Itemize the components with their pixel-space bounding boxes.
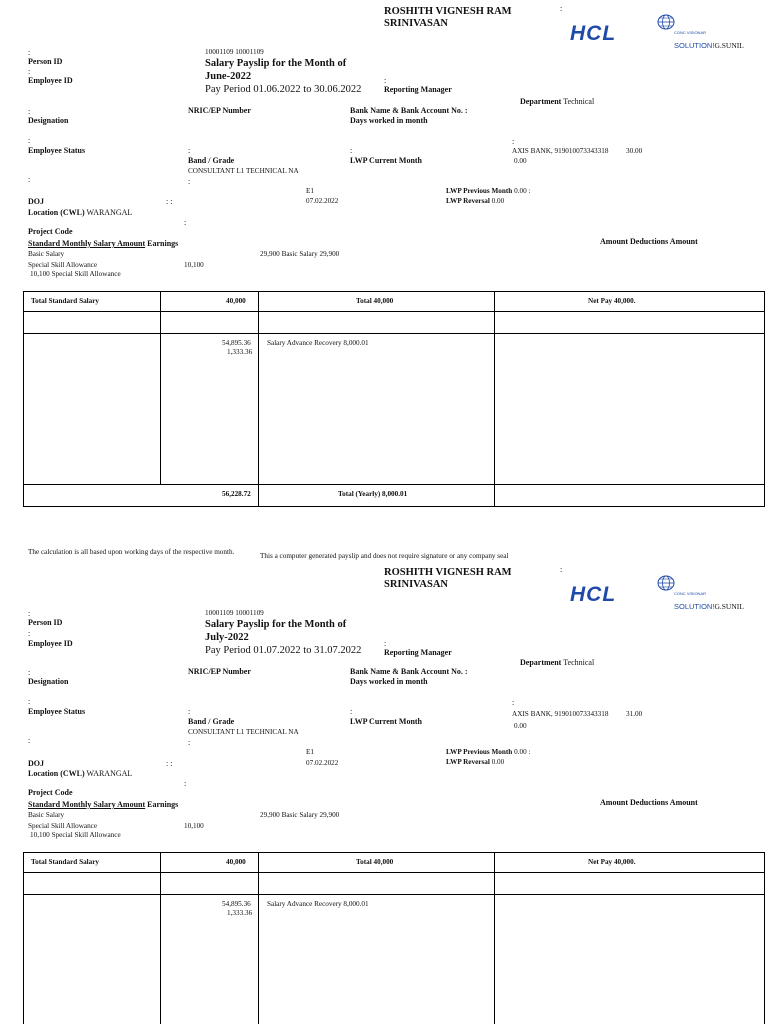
project-code-label: Project Code: [28, 227, 73, 236]
ytd-value-1: 54,895.36: [222, 900, 251, 908]
nric-label: NRIC/EP Number: [188, 106, 251, 115]
ytd-value-2: 1,333.36: [227, 909, 253, 917]
lwp-previous: [446, 187, 530, 195]
total-standard-value: 40,000: [226, 858, 246, 866]
earnings-header: [28, 239, 178, 248]
doj-colons: : :: [166, 759, 173, 768]
top-colon: :: [560, 565, 563, 574]
total-value: Total 40,000: [356, 858, 394, 866]
basic-salary-label: Basic Salary: [28, 250, 65, 258]
logo-tagline: CONC VISIONAR: [674, 30, 707, 35]
payslip-title: Salary Payslip for the Month of: [205, 619, 347, 630]
days-worked-label: Days worked in month: [350, 116, 428, 125]
location: [28, 208, 132, 217]
amount-deductions-label: Amount Deductions Amount: [600, 798, 698, 807]
employee-status-label: Employee Status: [28, 146, 86, 155]
misc-colon-1: :: [28, 175, 31, 184]
department-label: Department: [520, 97, 562, 106]
designation-colon: :: [28, 107, 31, 116]
basic-salary-row: 29,900 Basic Salary 29,900: [260, 811, 340, 819]
reporting-manager-colon: :: [384, 76, 387, 85]
net-pay: Net Pay 40,000.: [588, 297, 636, 305]
hcl-logo: HCL: [570, 583, 617, 606]
reporting-manager-label: Reporting Manager: [384, 648, 452, 657]
earnings-label: Earnings: [147, 800, 179, 809]
department-value: Technical: [563, 97, 595, 106]
days-worked-label: Days worked in month: [350, 677, 428, 686]
designation-label: Designation: [28, 677, 69, 686]
pay-period: Pay Period 01.07.2022 to 31.07.2022: [205, 645, 362, 656]
special-skill-label: Special Skill Allowance: [28, 822, 98, 830]
lwp-previous: [446, 748, 530, 756]
employee-id-label: Employee ID: [28, 76, 73, 85]
employee-name-line2: SRINIVASAN: [384, 18, 448, 29]
lwp-reversal: [446, 758, 504, 766]
band-colon: :: [188, 146, 191, 155]
location-value: WARANGAL: [86, 769, 133, 778]
misc-colon-2: :: [188, 177, 191, 186]
person-id-colon: :: [28, 48, 31, 57]
lwp-current-colon: :: [350, 707, 353, 716]
ids-value: 10001109 10001109: [205, 609, 264, 617]
grade-value: E1: [306, 187, 314, 195]
department: [520, 658, 594, 667]
nric-label: NRIC/EP Number: [188, 667, 251, 676]
employee-name-line1: ROSHITH VIGNESH RAM: [384, 567, 512, 578]
days-worked-value: 30.00: [626, 147, 643, 155]
logo-solution: SOLUTION!: [674, 602, 715, 611]
ytd-value-1: 54,895.36: [222, 339, 251, 347]
basic-salary-label: Basic Salary: [28, 811, 65, 819]
doj-colons: : :: [166, 197, 173, 206]
misc-colon-2: :: [188, 738, 191, 747]
total-yearly: Total (Yearly) 8,000.01: [338, 490, 408, 498]
employee-name-line1: ROSHITH VIGNESH RAM: [384, 6, 512, 17]
logo-solution: SOLUTION!: [674, 41, 715, 50]
hcl-logo: HCL: [570, 22, 617, 45]
doj-label: DOJ: [28, 759, 44, 768]
lwp-reversal-value: 0.00: [491, 197, 505, 205]
employee-name-line2: SRINIVASAN: [384, 579, 448, 590]
project-code-label: Project Code: [28, 788, 73, 797]
total-value: Total 40,000: [356, 297, 394, 305]
lwp-previous-value: 0.00 :: [514, 187, 531, 195]
bank-label: Bank Name & Bank Account No. :: [350, 106, 468, 115]
designation-colon: :: [28, 668, 31, 677]
days-worked-value: 31.00: [626, 710, 643, 718]
earnings-header: [28, 800, 178, 809]
lwp-reversal-label: LWP Reversal: [446, 758, 490, 766]
person-id-colon: :: [28, 609, 31, 618]
location: [28, 769, 132, 778]
reporting-manager-colon: :: [384, 639, 387, 648]
employee-status-label: Employee Status: [28, 707, 86, 716]
footer-left: The calculation is all based upon working days of the respective month.: [28, 548, 235, 556]
lwp-reversal-label: LWP Reversal: [446, 197, 490, 205]
department: [520, 97, 594, 106]
footer-right: This a computer generated payslip and does not require signature or any company seal: [260, 552, 509, 560]
lwp-reversal-value: 0.00: [491, 758, 505, 766]
band-colon: :: [188, 707, 191, 716]
person-id-label: Person ID: [28, 618, 63, 627]
payslip-month: June-2022: [205, 71, 252, 82]
location-label: Location (CWL): [28, 208, 85, 217]
lwp-previous-label: LWP Previous Month: [446, 187, 513, 195]
special-skill-label: Special Skill Allowance: [28, 261, 98, 269]
employee-id-label: Employee ID: [28, 639, 73, 648]
doj-value: 07.02.2022: [306, 197, 339, 205]
payslip-month: July-2022: [205, 632, 249, 643]
band-label: Band / Grade: [188, 156, 235, 165]
grade-value: E1: [306, 748, 314, 756]
lwp-current-colon: :: [350, 146, 353, 155]
total-standard-label: Total Standard Salary: [31, 297, 100, 305]
ytd-total: 56,228.72: [222, 490, 251, 498]
standard-monthly-label: Standard Monthly Salary Amount: [28, 800, 146, 809]
designation-label: Designation: [28, 116, 69, 125]
project-colon: :: [184, 218, 187, 227]
lwp-reversal: [446, 197, 504, 205]
reporting-manager-label: Reporting Manager: [384, 85, 452, 94]
project-colon: :: [184, 779, 187, 788]
logo-subtext: [674, 591, 744, 614]
special-skill-value: 10,100: [184, 822, 204, 830]
location-label: Location (CWL): [28, 769, 85, 778]
employee-status-colon: :: [28, 697, 31, 706]
person-id-label: Person ID: [28, 57, 63, 66]
lwp-previous-value: 0.00 :: [514, 748, 531, 756]
ytd-value-2: 1,333.36: [227, 348, 253, 356]
pay-period: Pay Period 01.06.2022 to 30.06.2022: [205, 84, 362, 95]
lwp-current-label: LWP Current Month: [350, 717, 423, 726]
ids-value: 10001109 10001109: [205, 48, 264, 56]
employee-id-colon: :: [28, 629, 31, 638]
bank-value: AXIS BANK, 919010073343318: [512, 147, 609, 155]
band-label: Band / Grade: [188, 717, 235, 726]
employee-status-colon: :: [28, 136, 31, 145]
special-skill-row: 10,100 Special Skill Allowance: [30, 831, 121, 839]
doj-label: DOJ: [28, 197, 44, 206]
total-standard-value: 40,000: [226, 297, 246, 305]
lwp-previous-label: LWP Previous Month: [446, 748, 513, 756]
total-standard-label: Total Standard Salary: [31, 858, 100, 866]
doj-value: 07.02.2022: [306, 759, 339, 767]
department-value: Technical: [563, 658, 595, 667]
bank-value: AXIS BANK, 919010073343318: [512, 710, 609, 718]
lwp-current-value: 0.00: [514, 722, 527, 730]
logo-owner: G.SUNIL: [714, 41, 744, 50]
bank-colon: :: [512, 698, 515, 707]
band-value: CONSULTANT L1 TECHNICAL NA: [188, 167, 299, 175]
special-skill-row: 10,100 Special Skill Allowance: [30, 270, 121, 278]
lwp-current-label: LWP Current Month: [350, 156, 423, 165]
deduction-line: Salary Advance Recovery 8,000.01: [267, 900, 369, 908]
misc-colon-1: :: [28, 736, 31, 745]
department-label: Department: [520, 658, 562, 667]
payslip-july: [0, 561, 768, 1024]
globe-icon: [656, 14, 676, 35]
top-colon: :: [560, 4, 563, 13]
bank-colon: :: [512, 137, 515, 146]
logo-tagline: CONC VISIONAR: [674, 591, 707, 596]
lwp-current-value: 0.00: [514, 157, 527, 165]
basic-salary-row: 29,900 Basic Salary 29,900: [260, 250, 340, 258]
standard-monthly-label: Standard Monthly Salary Amount: [28, 239, 146, 248]
globe-icon: [656, 575, 676, 596]
logo-owner: G.SUNIL: [714, 602, 744, 611]
amount-deductions-label: Amount Deductions Amount: [600, 237, 698, 246]
net-pay: Net Pay 40,000.: [588, 858, 636, 866]
special-skill-value: 10,100: [184, 261, 204, 269]
payslip-title: Salary Payslip for the Month of: [205, 58, 347, 69]
band-value: CONSULTANT L1 TECHNICAL NA: [188, 728, 299, 736]
earnings-label: Earnings: [147, 239, 179, 248]
deduction-line: Salary Advance Recovery 8,000.01: [267, 339, 369, 347]
location-value: WARANGAL: [86, 208, 133, 217]
employee-id-colon: :: [28, 67, 31, 76]
bank-label: Bank Name & Bank Account No. :: [350, 667, 468, 676]
logo-subtext: [674, 30, 744, 53]
